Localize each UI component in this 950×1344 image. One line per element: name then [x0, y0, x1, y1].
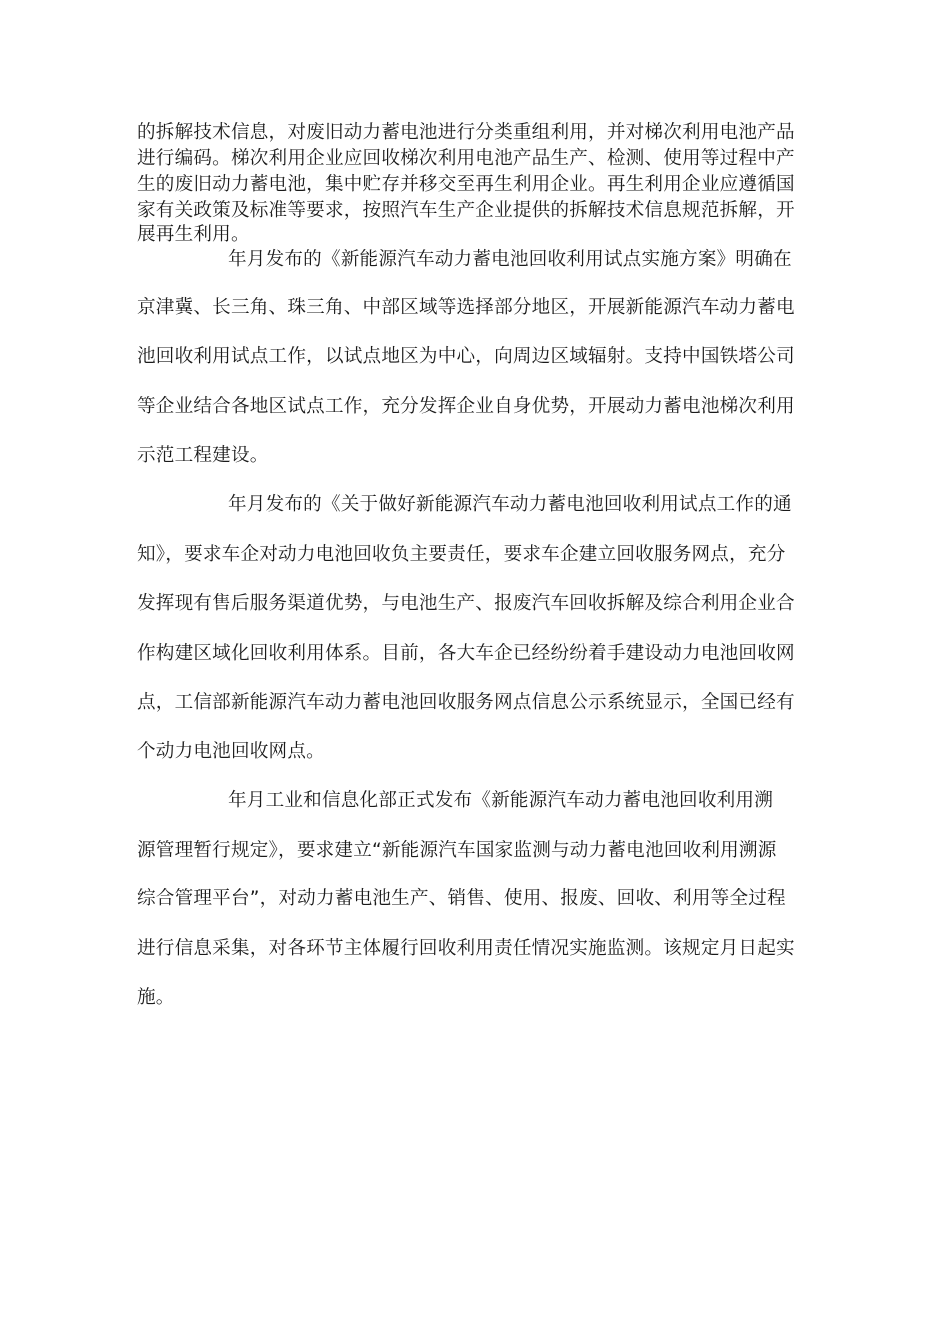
paragraph-line: 发挥现有售后服务渠道优势，与电池生产、报废汽车回收拆解及综合利用企业合 [137, 593, 795, 614]
paragraph-line: 进行信息采集，对各环节主体履行回收利用责任情况实施监测。该规定月日起实 [137, 938, 795, 959]
paragraph-line: 年月工业和信息化部正式发布《新能源汽车动力蓄电池回收利用溯 [228, 790, 774, 811]
paragraph-line: 点，工信部新能源汽车动力蓄电池回收服务网点信息公示系统显示，全国已经有 [137, 692, 795, 713]
paragraph-line: 个动力电池回收网点。 [137, 741, 325, 762]
paragraph-line: 等企业结合各地区试点工作，充分发挥企业自身优势，开展动力蓄电池梯次利用 [137, 396, 795, 417]
paragraph-line: 示范工程建设。 [137, 445, 269, 466]
paragraph-line: 展再生利用。 [137, 224, 250, 245]
paragraph-line: 知》，要求车企对动力电池回收负主要责任，要求车企建立回收服务网点，充分 [137, 544, 786, 565]
paragraph-line: 生的废旧动力蓄电池，集中贮存并移交至再生利用企业。再生利用企业应遵循国 [137, 174, 795, 195]
paragraph-line: 池回收利用试点工作，以试点地区为中心，向周边区域辐射。支持中国铁塔公司 [137, 346, 795, 367]
paragraph-line: 综合管理平台”，对动力蓄电池生产、销售、使用、报废、回收、利用等全过程 [137, 888, 786, 909]
paragraph-line: 作构建区域化回收利用体系。目前，各大车企已经纷纷着手建设动力电池回收网 [137, 643, 795, 664]
paragraph-line: 源管理暂行规定》，要求建立“新能源汽车国家监测与动力蓄电池回收利用溯源 [137, 840, 777, 861]
paragraph-line: 年月发布的《关于做好新能源汽车动力蓄电池回收利用试点工作的通 [228, 494, 792, 515]
paragraph-line: 进行编码。梯次利用企业应回收梯次利用电池产品生产、检测、使用等过程中产 [137, 148, 795, 169]
paragraph-line: 京津冀、长三角、珠三角、中部区域等选择部分地区，开展新能源汽车动力蓄电 [137, 297, 795, 318]
paragraph-line: 施。 [137, 987, 175, 1008]
paragraph-line: 的拆解技术信息，对废旧动力蓄电池进行分类重组利用，并对梯次利用电池产品 [137, 122, 795, 143]
paragraph-line: 年月发布的《新能源汽车动力蓄电池回收利用试点实施方案》明确在 [228, 249, 792, 270]
paragraph-line: 家有关政策及标准等要求，按照汽车生产企业提供的拆解技术信息规范拆解，开 [137, 200, 795, 221]
